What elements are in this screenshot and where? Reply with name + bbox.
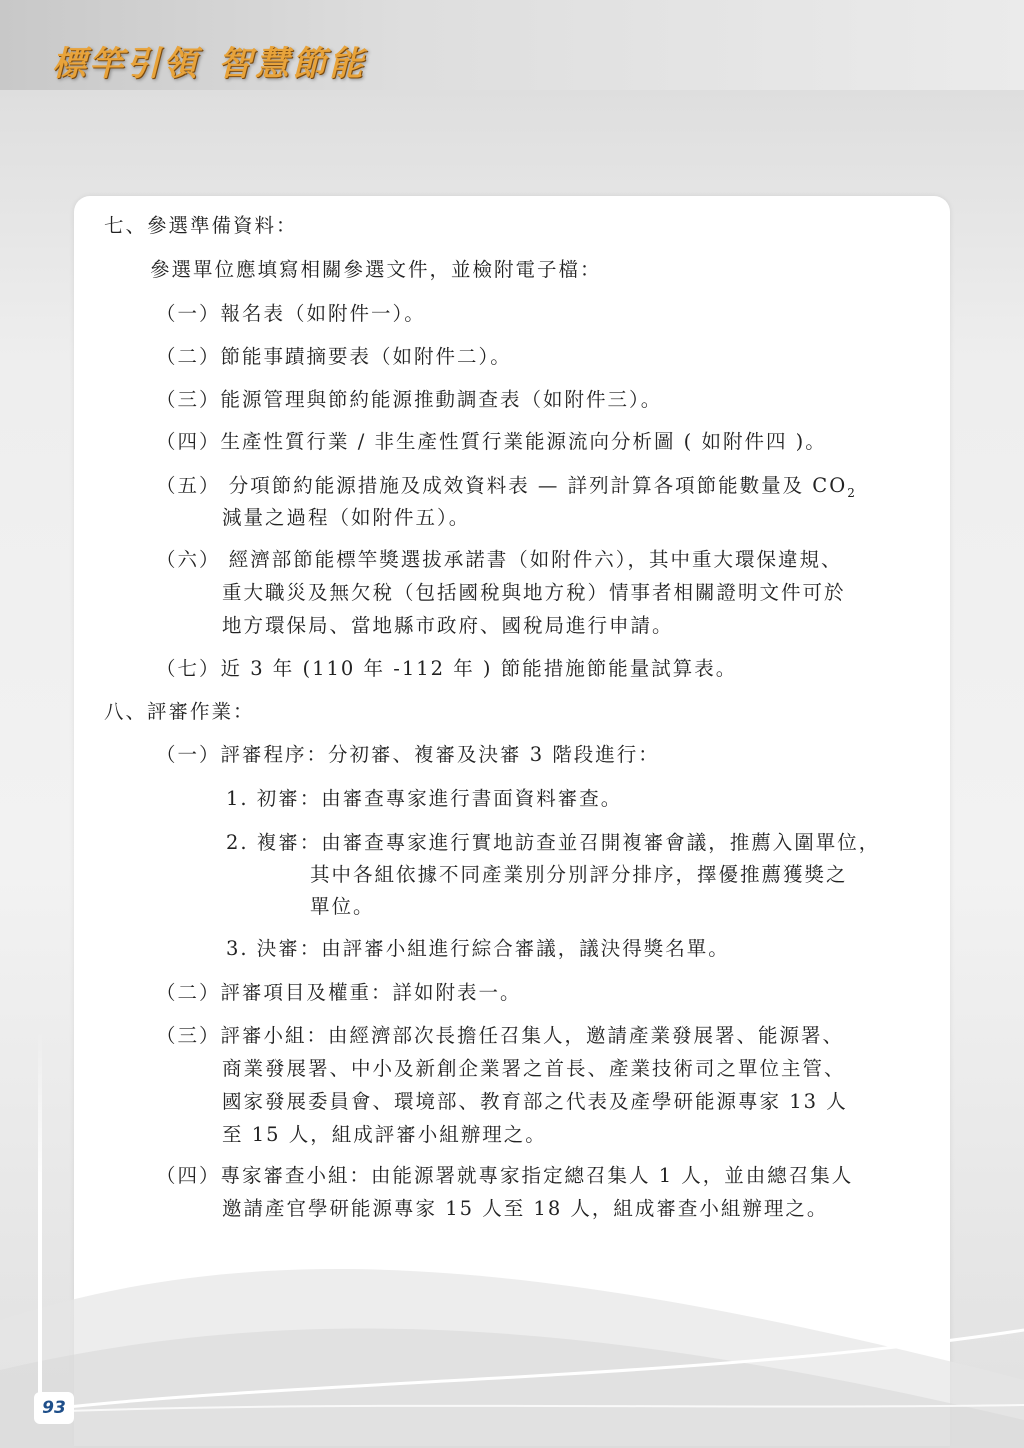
section7-item2: （二）節能事蹟摘要表（如附件二）。	[156, 345, 512, 368]
section7-heading: 七、參選準備資料：	[104, 214, 298, 237]
item5-text: （五） 分項節約能源措施及成效資料表 — 詳列計算各項節能數量及 CO	[156, 474, 848, 497]
co2-subscript: 2	[847, 486, 855, 500]
section8-step1: 1. 初審：由審查專家進行書面資料審查。	[226, 787, 623, 810]
section8-item3-line1: （三）評審小組：由經濟部次長擔任召集人，邀請產業發展署、能源署、	[156, 1024, 845, 1047]
section8-item1: （一）評審程序：分初審、複審及決審 3 階段進行：	[156, 743, 660, 766]
section7-intro: 參選單位應填寫相關參選文件，並檢附電子檔：	[150, 258, 602, 281]
section7-item6-line1: （六） 經濟部節能標竿獎選拔承諾書（如附件六），其中重大環保違規、	[156, 548, 843, 571]
section8-heading: 八、評審作業：	[104, 700, 255, 723]
section8-item3-line3: 國家發展委員會、環境部、教育部之代表及產學研能源專家 13 人	[222, 1090, 848, 1113]
frame-line	[38, 1030, 42, 1410]
section8-step2-line1: 2. 複審：由審查專家進行實地訪查並召開複審會議，推薦入圍單位，	[226, 831, 881, 854]
section8-step2-line3: 單位。	[310, 895, 375, 918]
section7-item4: （四）生產性質行業 / 非生產性質行業能源流向分析圖 ( 如附件四 )。	[156, 430, 827, 453]
header-title-part1: 標竿引領	[52, 44, 200, 84]
section7-item5-line2: 減量之過程（如附件五）。	[222, 506, 471, 529]
section8-item3-line4: 至 15 人，組成評審小組辦理之。	[222, 1123, 547, 1146]
section8-step3: 3. 決審：由評審小組進行綜合審議，議決得獎名單。	[226, 937, 730, 960]
section8-item3-line2: 商業發展署、中小及新創企業署之首長、產業技術司之單位主管、	[222, 1057, 846, 1080]
section8-step2-line2: 其中各組依據不同產業別分別評分排序，擇優推薦獲獎之	[310, 863, 848, 886]
section7-item1: （一）報名表（如附件一）。	[156, 302, 426, 325]
section7-item7: （七）近 3 年 (110 年 -112 年 ) 節能措施節能量試算表。	[156, 657, 738, 680]
section8-item4-line2: 邀請產官學研能源專家 15 人至 18 人，組成審查小組辦理之。	[222, 1197, 829, 1220]
page-number: 93	[34, 1392, 74, 1424]
section7-item6-line2: 重大職災及無欠稅（包括國稅與地方稅）情事者相關證明文件可於	[222, 581, 846, 604]
section8-item4-line1: （四）專家審查小組：由能源署就專家指定總召集人 1 人，並由總召集人	[156, 1164, 854, 1187]
section7-item6-line3: 地方環保局、當地縣市政府、國稅局進行申請。	[222, 614, 674, 637]
header-title-part2: 智慧節能	[218, 44, 366, 84]
header-title	[52, 36, 366, 85]
section8-item2: （二）評審項目及權重：詳如附表一。	[156, 981, 522, 1004]
section7-item3: （三）能源管理與節約能源推動調查表（如附件三）。	[156, 388, 663, 411]
